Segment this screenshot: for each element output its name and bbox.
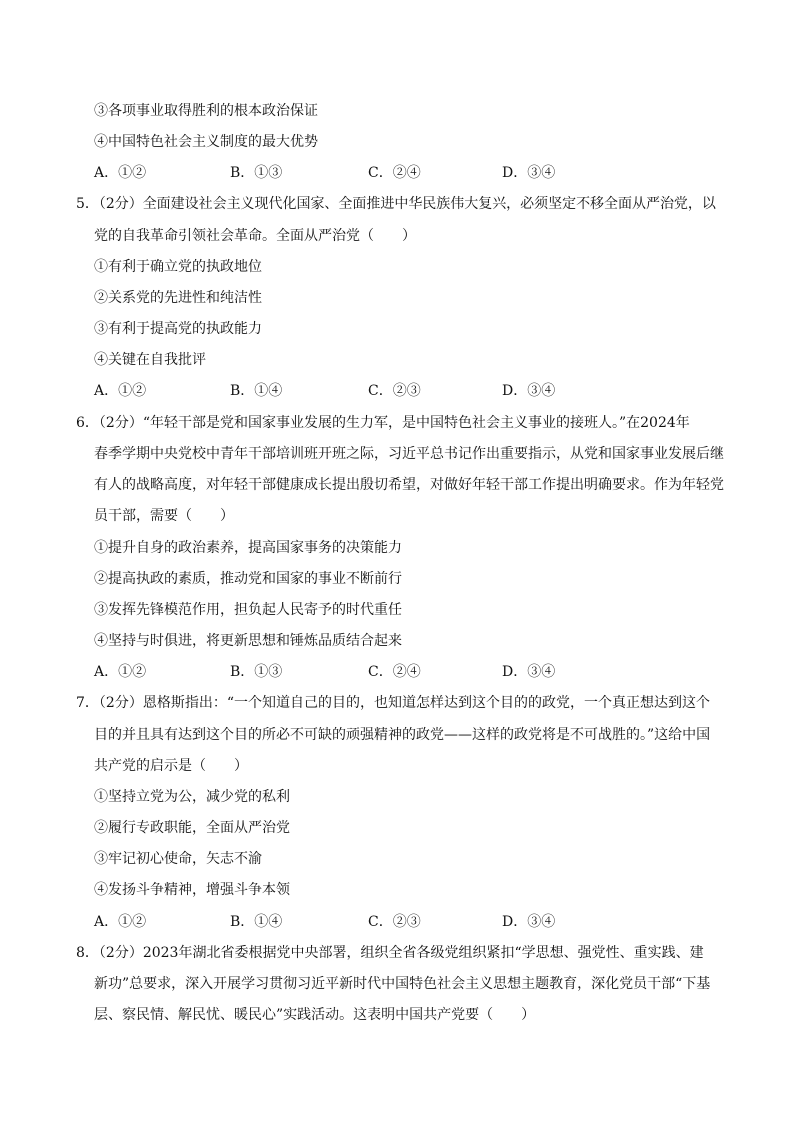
q7-option-c[interactable]: C．②③ xyxy=(368,914,421,930)
q5-option-c[interactable]: C．②③ xyxy=(368,383,421,399)
q6-stem-line-1: 6．（2分）“年轻干部是党和国家事业发展的生力军，是中国特色社会主义事业的接班人。”在2024年 xyxy=(76,415,690,431)
q7-option-b[interactable]: B．①④ xyxy=(230,914,283,930)
q4-option-b[interactable]: B．①③ xyxy=(230,165,283,181)
q4-option-a[interactable]: A．①② xyxy=(94,165,147,181)
q6-option-c[interactable]: C．②④ xyxy=(368,664,421,680)
q6-option-a[interactable]: A．①② xyxy=(94,664,147,680)
q6-stem-line-4: 员干部，需要（ ） xyxy=(94,508,234,524)
q7-option-a[interactable]: A．①② xyxy=(94,914,147,930)
q5-options xyxy=(94,381,734,401)
q5-stem-line-1: 5．（2分）全面建设社会主义现代化国家、全面推进中华民族伟大复兴，必须坚定不移全面从严治党，以 xyxy=(76,196,716,212)
q7-options xyxy=(94,912,734,932)
q6-statement-2: ②提高执政的素质，推动党和国家的事业不断前行 xyxy=(94,571,402,587)
q6-statement-3: ③发挥先锋模范作用，担负起人民寄予的时代重任 xyxy=(94,602,402,618)
q8-stem-line-3: 层、察民情、解民忧、暖民心”实践活动。这表明中国共产党要（ ） xyxy=(94,1007,536,1023)
q5-option-a[interactable]: A．①② xyxy=(94,383,147,399)
q7-statement-2: ②履行专政职能，全面从严治党 xyxy=(94,820,290,836)
q7-stem-line-3: 共产党的启示是（ ） xyxy=(94,758,248,774)
q5-statement-2: ②关系党的先进性和纯洁性 xyxy=(94,290,262,306)
q7-stem-line-1: 7．（2分）恩格斯指出：“一个知道自己的目的，也知道怎样达到这个目的的政党，一个真正想达到这个 xyxy=(76,695,710,711)
q6-options xyxy=(94,662,734,682)
q6-statement-1: ①提升自身的政治素养，提高国家事务的决策能力 xyxy=(94,540,402,556)
q5-option-b[interactable]: B．①④ xyxy=(230,383,283,399)
q4-statement-3: ③各项事业取得胜利的根本政治保证 xyxy=(94,103,318,119)
q8-stem-line-1: 8．（2分）2023年湖北省委根据党中央部署，组织全省各级党组织紧扣“学思想、强党性、重实践、建 xyxy=(76,945,704,961)
q7-statement-3: ③牢记初心使命，矢志不渝 xyxy=(94,851,262,867)
q6-stem-line-2: 春季学期中央党校中青年干部培训班开班之际，习近平总书记作出重要指示，从党和国家事业发展后继 xyxy=(94,446,724,462)
q5-statement-4: ④关键在自我批评 xyxy=(94,352,206,368)
q6-option-b[interactable]: B．①③ xyxy=(230,664,283,680)
q6-statement-4: ④坚持与时俱进，将更新思想和锤炼品质结合起来 xyxy=(94,633,402,649)
q4-option-d[interactable]: D．③④ xyxy=(502,165,556,181)
q7-statement-1: ①坚持立党为公，减少党的私利 xyxy=(94,789,290,805)
q5-stem-line-2: 党的自我革命引领社会革命。全面从严治党（ ） xyxy=(94,228,416,244)
q5-option-d[interactable]: D．③④ xyxy=(502,383,556,399)
q4-options xyxy=(94,163,734,183)
q8-stem-line-2: 新功”总要求，深入开展学习贯彻习近平新时代中国特色社会主义思想主题教育，深化党员干部“下基 xyxy=(94,976,711,992)
q6-option-d[interactable]: D．③④ xyxy=(502,664,556,680)
q5-statement-1: ①有利于确立党的执政地位 xyxy=(94,259,262,275)
q7-option-d[interactable]: D．③④ xyxy=(502,914,556,930)
q7-statement-4: ④发扬斗争精神，增强斗争本领 xyxy=(94,882,290,898)
q7-stem-line-2: 目的并且具有达到这个目的所必不可缺的顽强精神的政党——这样的政党将是不可战胜的。”这给中国 xyxy=(94,727,711,743)
q4-statement-4: ④中国特色社会主义制度的最大优势 xyxy=(94,134,318,150)
q5-statement-3: ③有利于提高党的执政能力 xyxy=(94,321,262,337)
q4-option-c[interactable]: C．②④ xyxy=(368,165,421,181)
q6-stem-line-3: 有人的战略高度，对年轻干部健康成长提出殷切希望，对做好年轻干部工作提出明确要求。作为年轻党 xyxy=(94,477,724,493)
